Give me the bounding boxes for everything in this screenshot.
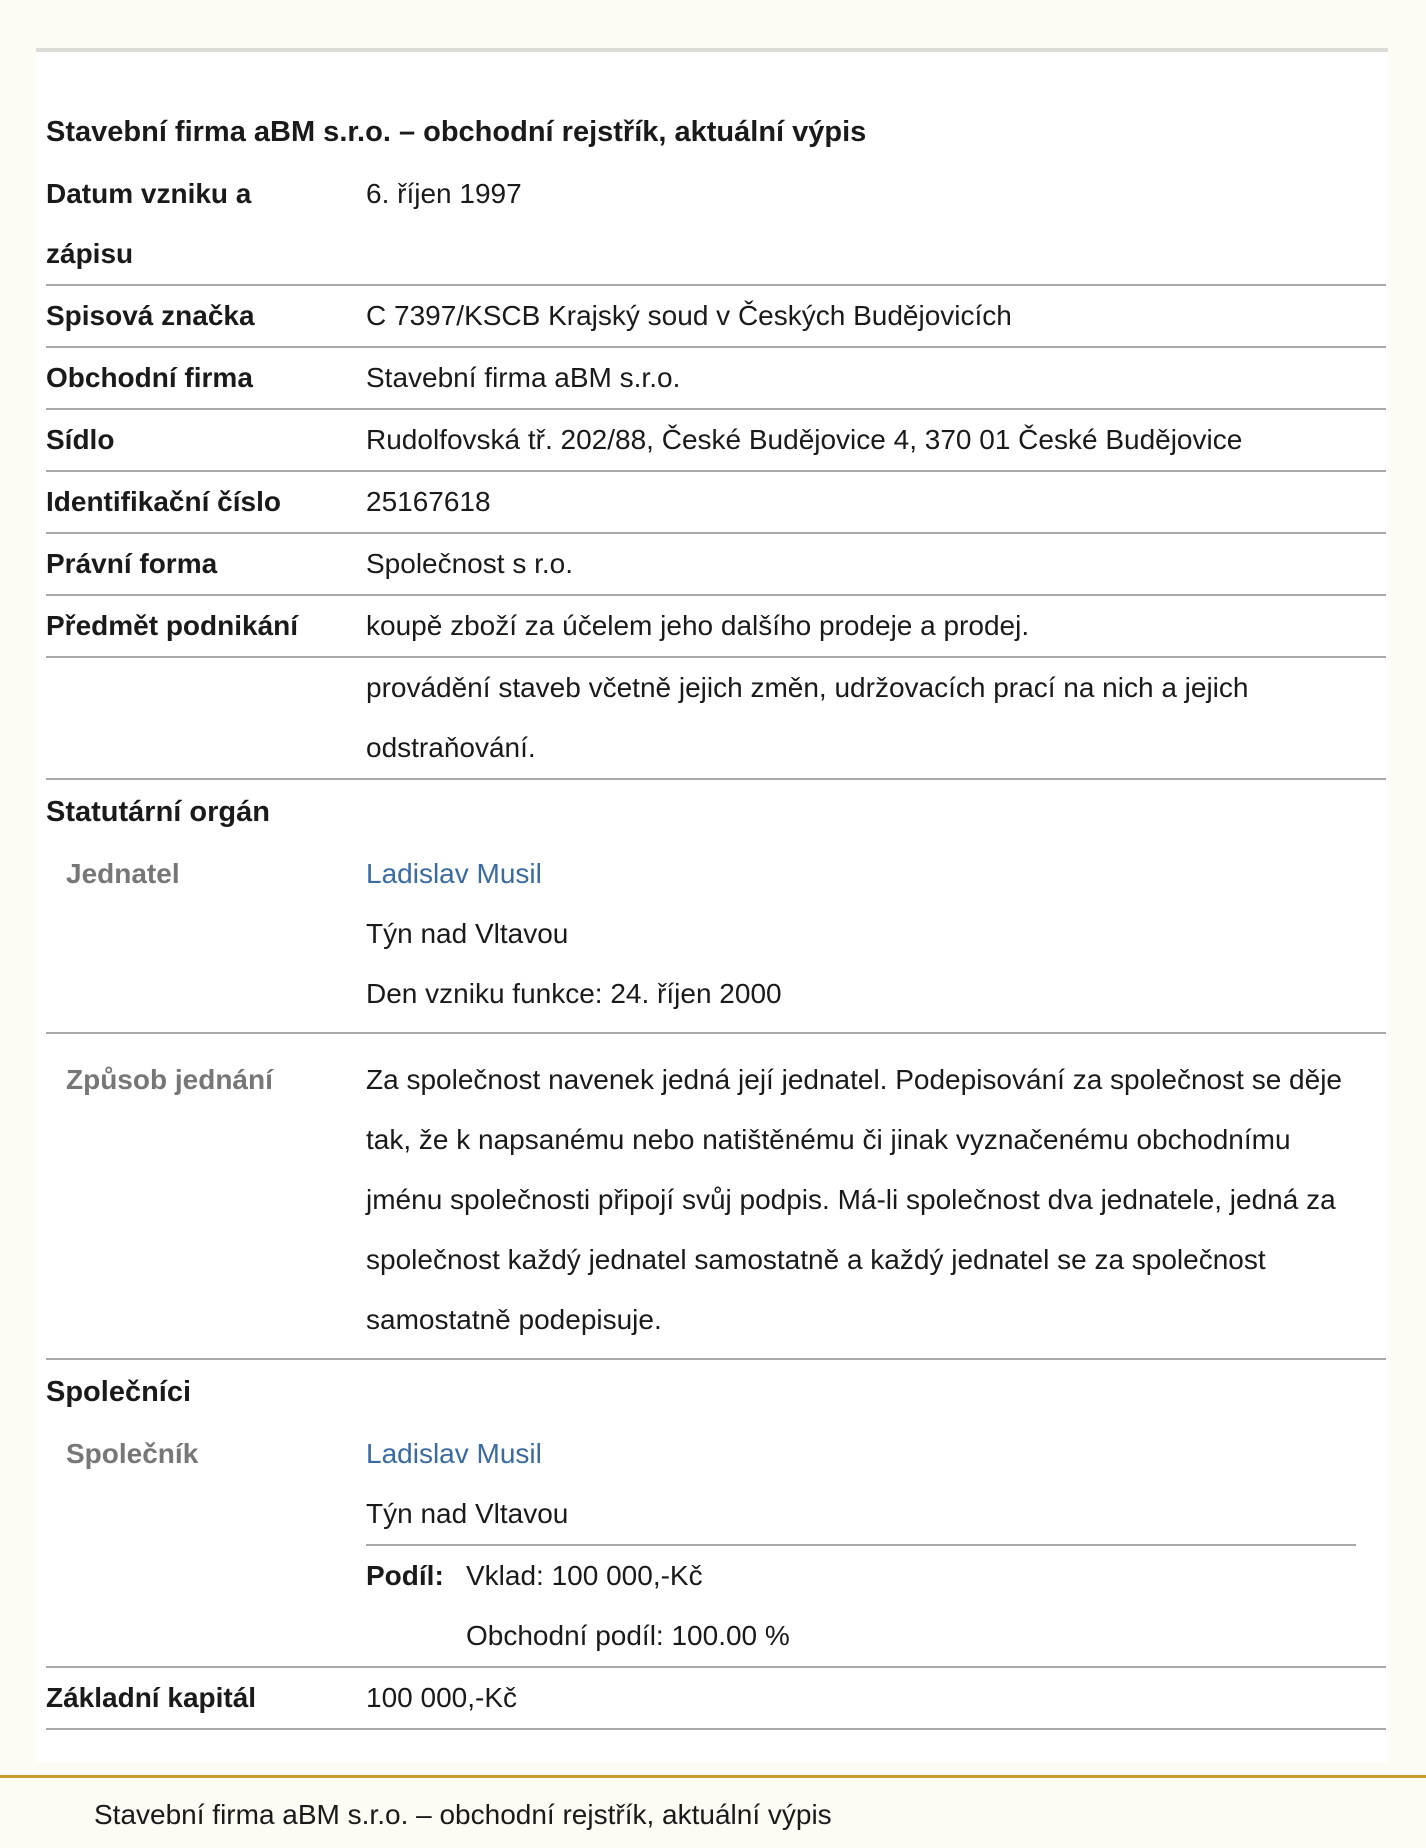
share-block <box>366 1546 1386 1666</box>
person-details <box>366 844 1386 1024</box>
row-label: Spisová značka <box>46 300 255 331</box>
row-id-number <box>46 472 1386 534</box>
register-content <box>46 100 1386 1730</box>
partner-name-link[interactable]: Ladislav Musil <box>366 1438 542 1469</box>
share-label: Podíl: <box>366 1560 444 1591</box>
share-values <box>466 1546 790 1666</box>
partner <box>46 1424 1386 1668</box>
row-value: Společnost s r.o. <box>366 548 574 579</box>
deposit: Vklad: 100 000,-Kč <box>466 1560 703 1591</box>
row-value: koupě zboží za účelem jeho dalšího prodeje a prodej. <box>366 610 1030 641</box>
footer-text: Stavební firma aBM s.r.o. – obchodní rejstřík, aktuální výpis <box>94 1799 832 1830</box>
partner-city: Týn nad Vltavou <box>366 1498 569 1529</box>
page-title: Stavební firma aBM s.r.o. – obchodní rejstřík, aktuální výpis <box>46 116 867 148</box>
row-label <box>46 658 366 778</box>
business-share: Obchodní podíl: 100.00 % <box>466 1620 790 1651</box>
row-label: Základní kapitál <box>46 1682 257 1713</box>
role-label: Jednatel <box>66 858 180 889</box>
row-label: Identifikační číslo <box>46 486 281 517</box>
row-value: Stavební firma aBM s.r.o. <box>366 362 681 393</box>
row-company-name <box>46 348 1386 410</box>
row-value: provádění staveb včetně jejich změn, udržovacích prací na nich a jejich odstraňování. <box>366 672 1249 763</box>
row-label: Právní forma <box>46 548 218 579</box>
row-legal-form <box>46 534 1386 596</box>
person-name-link[interactable]: Ladislav Musil <box>366 858 542 889</box>
row-seat <box>46 410 1386 472</box>
row-label: Datum vzniku a zápisu <box>46 178 252 269</box>
row-value: 6. říjen 1997 <box>366 178 522 209</box>
statutory-executive <box>46 844 1386 1034</box>
acting-text: Za společnost navenek jedná její jednatel. Podepisování za společnost se děje tak, že k napsanému nebo natištěnému či jinak vyznačenému obchodnímu jménu společnosti připojí svůj podpis. Má-li společnost dva jednatele, jedná za společnost každý jednatel samostatně a každý jednatel se za společnost samostatně podepisuje. <box>366 1064 1342 1335</box>
row-label: Obchodní firma <box>46 362 253 393</box>
acting-method <box>46 1034 1386 1360</box>
row-business-subject-2 <box>46 658 1386 780</box>
person-city: Týn nad Vltavou <box>366 918 569 949</box>
register-extract-panel <box>36 52 1388 1762</box>
row-value: 100 000,-Kč <box>366 1682 517 1713</box>
row-business-subject <box>46 596 1386 658</box>
row-file-number <box>46 286 1386 348</box>
row-founded <box>46 164 1386 286</box>
statutory-section-title: Statutární orgán <box>46 796 270 828</box>
partner-details <box>366 1424 1386 1666</box>
row-value: 25167618 <box>366 486 491 517</box>
row-label: Sídlo <box>46 424 115 455</box>
row-capital <box>46 1668 1386 1730</box>
partners-section-title: Společníci <box>46 1376 192 1408</box>
function-start: Den vzniku funkce: 24. říjen 2000 <box>366 978 782 1009</box>
row-value: Rudolfovská tř. 202/88, České Budějovice 4, 370 01 České Budějovice <box>366 424 1243 455</box>
role-label: Společník <box>66 1438 199 1469</box>
acting-label: Způsob jednání <box>66 1064 273 1095</box>
row-value: C 7397/KSCB Krajský soud v Českých Budějovicích <box>366 300 1012 331</box>
footer-divider <box>0 1775 1426 1778</box>
row-label: Předmět podnikání <box>46 610 299 641</box>
